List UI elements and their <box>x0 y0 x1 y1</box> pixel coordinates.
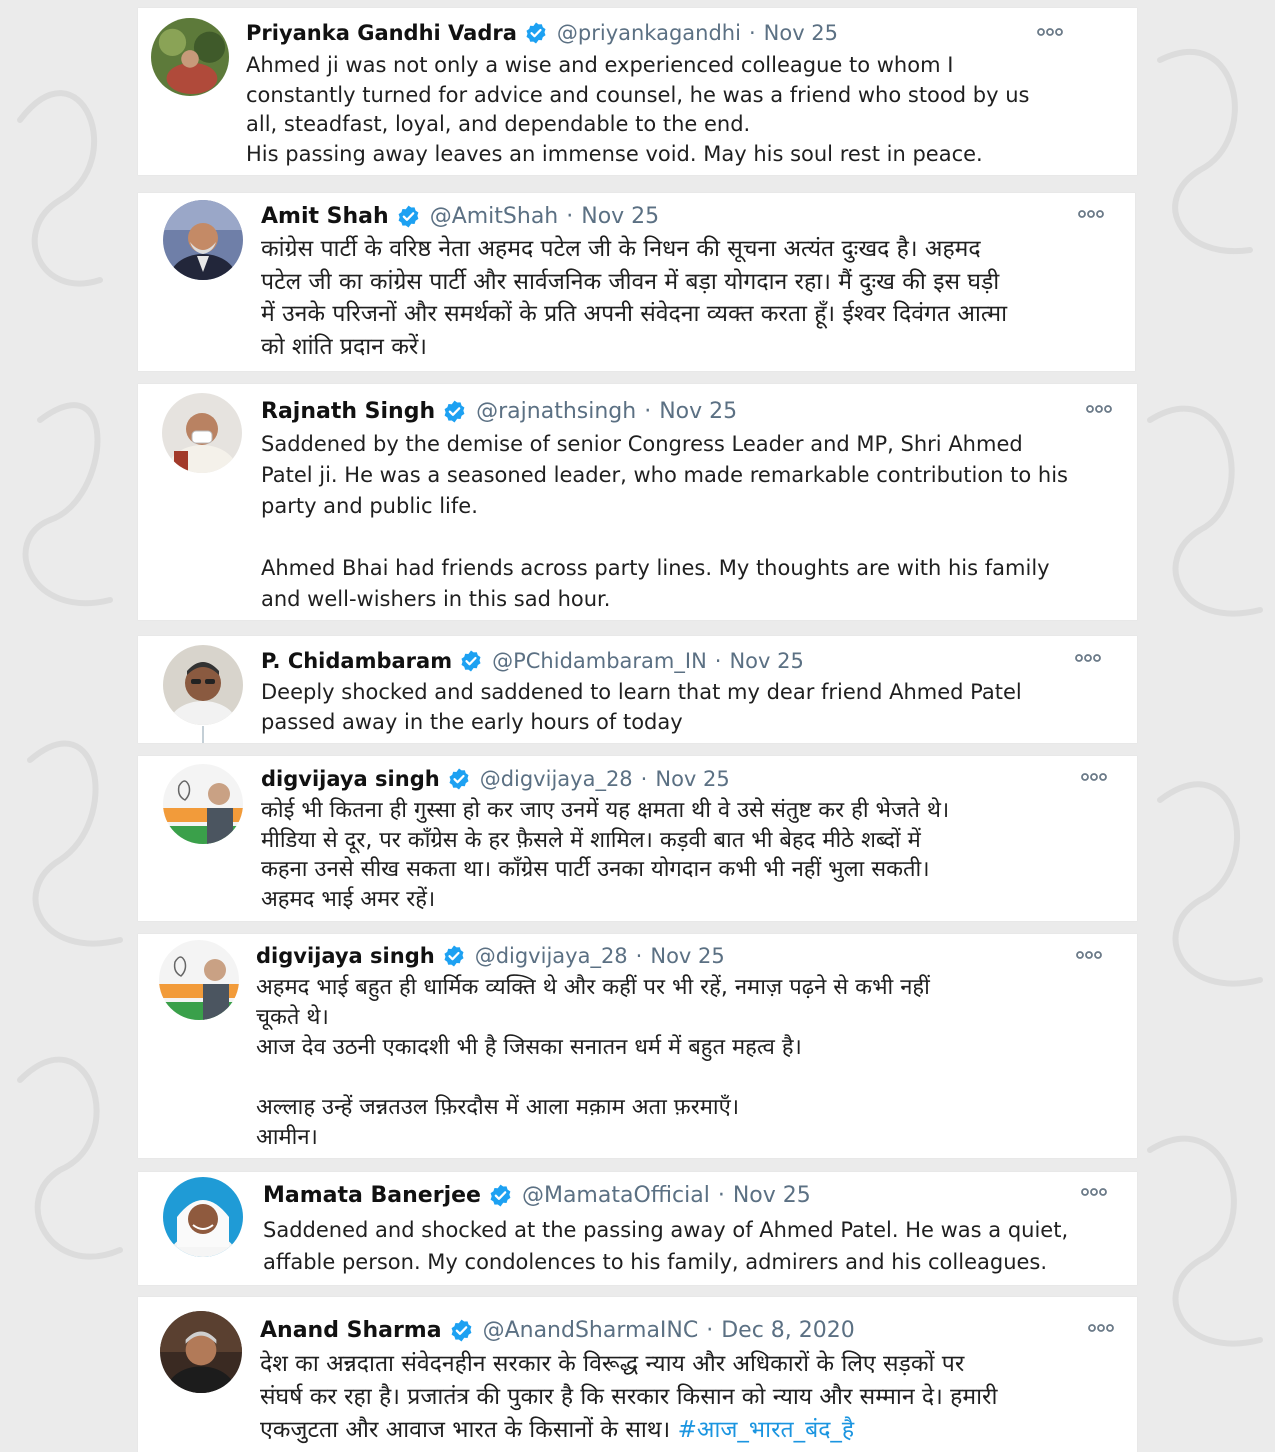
tweet-card[interactable] <box>138 1297 1137 1452</box>
tweet-text: Saddened by the demise of senior Congress Leader and MP, Shri Ahmed Patel ji. He was a seasoned leader, who made remarkable contribution to his party and public life. Ahmed Bhai had friends across party lines. My thoughts are with his family and well-wishers in this sad hour. <box>261 432 1068 611</box>
tweet-date[interactable]: Nov 25 <box>763 21 839 45</box>
tweet-card[interactable] <box>138 636 1137 743</box>
more-options-icon[interactable] <box>1085 404 1113 414</box>
separator: · <box>566 203 574 229</box>
tweet-text: Deeply shocked and saddened to learn that my dear friend Ahmed Patel passed away in the early hours of today <box>261 680 1022 734</box>
tweet-text: Saddened and shocked at the passing away of Ahmed Patel. He was a quiet, affable person. My condolences to his family, admirers and his colleagues. <box>263 1218 1069 1274</box>
avatar[interactable] <box>163 764 243 844</box>
tweet-card[interactable] <box>138 8 1137 175</box>
author-name[interactable]: digvijaya singh <box>256 944 435 968</box>
verified-badge-icon <box>459 649 483 673</box>
more-options-icon[interactable] <box>1087 1323 1115 1333</box>
verified-badge-icon <box>524 21 548 45</box>
author-handle[interactable]: @digvijaya_28 <box>479 767 633 791</box>
avatar[interactable] <box>163 1177 243 1257</box>
author-handle[interactable]: @rajnathsingh <box>476 398 637 424</box>
tweet-text: कांग्रेस पार्टी के वरिष्ठ नेता अहमद पटेल जी के निधन की सूचना अत्यंत दुःखद है। अहमद पटेल जी का कांग्रेस पार्टी और सार्वजनिक जीवन में बड़ा योगदान रहा। मैं दुःख की इस घड़ी में उनके परिजनों और समर्थकों के प्रति अपनी संवेदना व्यक्त करता हूँ। ईश्वर दिवंगत आत्मा को शांति प्रदान करें। <box>261 236 1008 360</box>
separator: · <box>714 649 722 673</box>
tweet-card[interactable] <box>138 934 1137 1158</box>
tweet-date[interactable]: Nov 25 <box>659 398 738 424</box>
tweet-text: अहमद भाई बहुत ही धार्मिक व्यक्ति थे और कहीं पर भी रहें, नमाज़ पढ़ने से कभी नहीं चूकते थे। आज देव उठनी एकादशी भी है जिसका सनातन धर्म में बहुत महत्व है। अल्लाह उन्हें जन्नतउल फ़िरदौस में आला मक़ाम अता फ़रमाएँ। आमीन। <box>256 975 930 1150</box>
author-handle[interactable]: @digvijaya_28 <box>474 944 628 968</box>
verified-badge-icon <box>447 767 471 791</box>
more-options-icon[interactable] <box>1074 653 1102 663</box>
separator: · <box>640 767 648 791</box>
verified-badge-icon <box>442 944 466 968</box>
tweet-body: देश का अन्नदाता संवेदनहीन सरकार के विरूद्ध न्याय और अधिकारों के लिए सड़कों पर संघर्ष कर रहा है। प्रजातंत्र की पुकार है कि सरकार किसान को न्याय और सम्मान दे। हमारी एकजुटता और आवाज भारत के किसानों के साथ। <box>260 1351 998 1443</box>
author-handle[interactable]: @priyankagandhi <box>556 21 741 45</box>
more-options-icon[interactable] <box>1036 27 1064 37</box>
author-handle[interactable]: @AmitShah <box>429 203 559 229</box>
tweet-date[interactable]: Nov 25 <box>581 203 660 229</box>
avatar[interactable] <box>163 200 243 280</box>
separator: · <box>644 398 652 424</box>
tweet-text: कोई भी कितना ही गुस्सा हो कर जाए उनमें यह क्षमता थी वे उसे संतुष्ट कर ही भेजते थे। मीडिया से दूर, पर काँग्रेस के हर फ़ैसले में शामिल। कड़वी बात भी बेहद मीठे शब्दों में कहना उनसे सीख सकता था। काँग्रेस पार्टी उनका योगदान कभी भी नहीं भुला सकती। अहमद भाई अमर रहें। <box>261 798 950 912</box>
tweet-date[interactable]: Nov 25 <box>729 649 804 673</box>
avatar[interactable] <box>162 393 242 473</box>
author-name[interactable]: Priyanka Gandhi Vadra <box>246 21 517 45</box>
verified-badge-icon <box>449 1318 474 1343</box>
separator: · <box>635 944 643 968</box>
tweet-text: Ahmed ji was not only a wise and experienced colleague to whom I constantly turned for advice and counsel, he was a friend who stood by us all, steadfast, loyal, and dependable to the end. His passing away leaves an immense void. May his soul rest in peace. <box>246 53 1030 166</box>
more-options-icon[interactable] <box>1077 209 1105 219</box>
separator: · <box>706 1317 714 1343</box>
author-name[interactable]: P. Chidambaram <box>261 649 453 673</box>
more-options-icon[interactable] <box>1080 772 1108 782</box>
author-handle[interactable]: @AnandSharmaINC <box>482 1317 699 1343</box>
more-options-icon[interactable] <box>1075 950 1103 960</box>
author-name[interactable]: Mamata Banerjee <box>263 1182 481 1208</box>
verified-badge-icon <box>396 204 421 229</box>
tweet-date[interactable]: Nov 25 <box>732 1182 811 1208</box>
more-options-icon[interactable] <box>1080 1187 1108 1197</box>
tweet-date[interactable]: Nov 25 <box>650 944 725 968</box>
author-name[interactable]: Amit Shah <box>261 203 389 229</box>
tweet-card[interactable] <box>138 1172 1137 1285</box>
hashtag-link[interactable]: #आज_भारत_बंद_है <box>677 1417 855 1443</box>
avatar[interactable] <box>160 1311 242 1393</box>
tweet-text <box>260 1348 997 1447</box>
avatar[interactable] <box>163 645 243 725</box>
tweet-card[interactable] <box>138 756 1137 921</box>
avatar[interactable] <box>151 18 229 96</box>
tweet-date[interactable]: Dec 8, 2020 <box>721 1317 855 1343</box>
avatar[interactable] <box>159 940 239 1020</box>
tweet-card[interactable] <box>138 384 1137 620</box>
author-handle[interactable]: @MamataOfficial <box>521 1182 710 1208</box>
separator: · <box>717 1182 725 1208</box>
verified-badge-icon <box>488 1183 513 1208</box>
author-name[interactable]: digvijaya singh <box>261 767 440 791</box>
separator: · <box>748 21 756 45</box>
author-handle[interactable]: @PChidambaram_IN <box>492 649 707 673</box>
tweet-date[interactable]: Nov 25 <box>655 767 730 791</box>
tweet-card[interactable] <box>138 193 1135 371</box>
author-name[interactable]: Anand Sharma <box>260 1317 442 1343</box>
verified-badge-icon <box>442 399 467 424</box>
author-name[interactable]: Rajnath Singh <box>261 398 436 424</box>
thread-line <box>202 726 204 743</box>
